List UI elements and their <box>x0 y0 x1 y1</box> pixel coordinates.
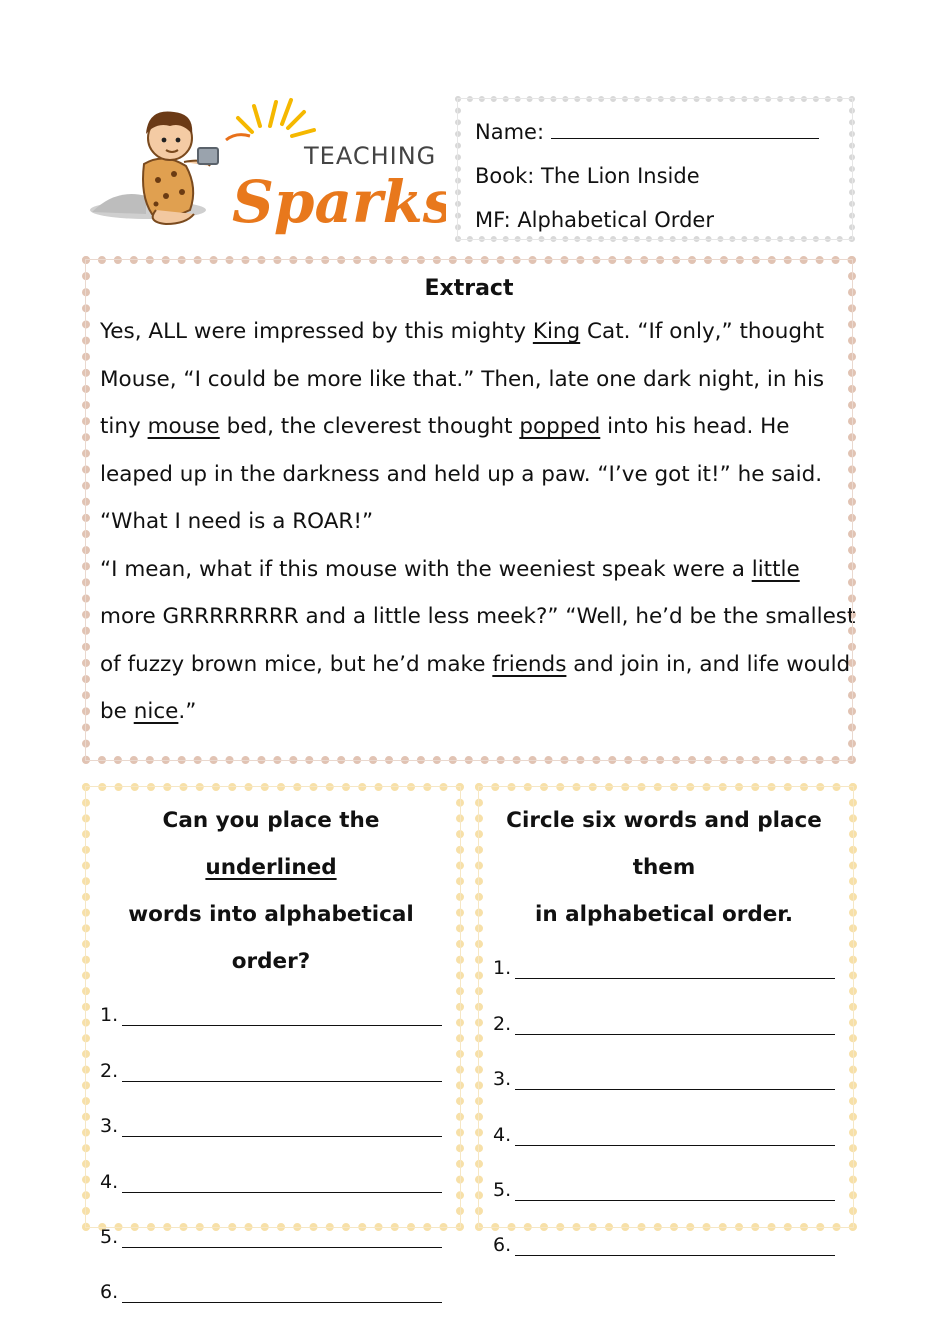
question-title-underlined: underlined <box>205 855 337 880</box>
extract-text-segment: and join in, and life would <box>566 651 851 677</box>
extract-text-segment: more GRRRRRRRR and a little less meek?” “Well, he’d be the smallest <box>100 604 856 629</box>
underlined-word: popped <box>519 414 601 439</box>
question-title-part: in alphabetical order. <box>534 902 794 927</box>
question-title-part: Can you place the <box>162 808 380 833</box>
extract-line <box>100 641 851 689</box>
answer-blank-line[interactable] <box>515 958 835 979</box>
answer-row <box>493 1094 835 1149</box>
name-row <box>475 110 835 154</box>
answer-blank-line[interactable] <box>122 1172 442 1193</box>
answer-number: 5. <box>493 1178 512 1201</box>
question-title-part: Circle six words and place them <box>506 808 822 880</box>
answer-row <box>493 983 835 1038</box>
answer-number: 4. <box>100 1170 119 1193</box>
answer-row <box>100 1030 442 1085</box>
answer-number: 6. <box>493 1234 512 1257</box>
underlined-word: little <box>751 556 800 582</box>
name-blank-line[interactable] <box>551 116 819 139</box>
answer-blank-line[interactable] <box>122 1227 442 1248</box>
answer-number: 4. <box>493 1123 512 1146</box>
answer-blank-line[interactable] <box>515 1125 835 1146</box>
extract-line <box>100 498 838 546</box>
extract-title: Extract <box>424 276 514 301</box>
extract-text-segment: Yes, ALL were impressed by this mighty <box>100 319 533 344</box>
extract-text-segment: .” <box>178 699 197 724</box>
extract-text-segment: bed, the cleverest thought <box>219 414 520 439</box>
answer-blank-line[interactable] <box>515 1180 835 1201</box>
answer-row <box>100 1086 442 1141</box>
answer-number: 6. <box>100 1281 119 1304</box>
name-label: Name: <box>475 120 545 144</box>
extract-box <box>82 256 856 764</box>
extract-text-segment: “I mean, what if this mouse with the weeniest speak were a <box>100 556 752 582</box>
answer-row <box>493 1205 835 1260</box>
answer-blank-line[interactable] <box>122 1005 442 1026</box>
answer-blank-line[interactable] <box>515 1069 835 1090</box>
answer-number: 5. <box>100 1225 119 1248</box>
svg-text:TEACHING: TEACHING <box>304 142 437 170</box>
extract-text-segment: Cat. “If only,” thought <box>580 319 825 344</box>
answer-number: 2. <box>100 1059 119 1082</box>
answer-blank-line[interactable] <box>122 1116 442 1137</box>
svg-text:Sparks: Sparks <box>232 168 446 236</box>
extract-text-segment: leaped up in the darkness and held up a paw. “I’ve got it!” he said. <box>100 461 823 487</box>
answer-row <box>493 1039 835 1094</box>
answer-row <box>100 1252 442 1307</box>
extract-line <box>100 356 838 404</box>
question-circle-title <box>493 797 835 938</box>
answer-row <box>493 1150 835 1205</box>
question-title-part: words into alphabetical order? <box>128 902 414 974</box>
answer-number: 2. <box>493 1012 512 1035</box>
underlined-word: nice <box>133 699 179 724</box>
question-underlined-box <box>82 783 464 1304</box>
extract-line <box>100 593 856 641</box>
extract-text-segment: into his head. He <box>600 414 790 439</box>
extract-text-segment: be <box>100 699 134 724</box>
answer-list-left <box>100 975 442 1307</box>
answer-blank-line[interactable] <box>515 1014 835 1035</box>
answer-number: 3. <box>100 1115 119 1138</box>
answer-blank-line[interactable] <box>122 1282 442 1303</box>
answer-row <box>100 1141 442 1196</box>
question-underlined-title <box>100 797 442 985</box>
extract-line <box>100 451 838 499</box>
underlined-word: friends <box>492 651 567 677</box>
extract-text <box>100 308 856 736</box>
underlined-word: King <box>532 319 581 344</box>
extract-text-segment: “What I need is a ROAR!” <box>100 509 374 534</box>
extract-text-segment: tiny <box>100 414 148 439</box>
extract-line <box>100 403 838 451</box>
question-circle-box <box>475 783 857 1257</box>
teaching-sparks-logo <box>86 92 446 242</box>
answer-list-right <box>493 928 835 1260</box>
extract-text-segment: of fuzzy brown mice, but he’d make <box>100 651 493 677</box>
answer-number: 3. <box>493 1068 512 1091</box>
mf-topic: MF: Alphabetical Order <box>475 208 714 232</box>
caveman-reading-icon <box>86 92 446 242</box>
underlined-word: mouse <box>147 414 220 439</box>
book-title: Book: The Lion Inside <box>475 164 700 188</box>
extract-line <box>100 546 838 594</box>
answer-number: 1. <box>100 1004 119 1027</box>
extract-line <box>100 688 838 736</box>
extract-line <box>100 308 838 356</box>
extract-text-segment: Mouse, “I could be more like that.” Then, late one dark night, in his <box>100 366 825 392</box>
answer-row <box>100 1197 442 1252</box>
answer-blank-line[interactable] <box>122 1061 442 1082</box>
student-info-box <box>455 96 855 242</box>
answer-blank-line[interactable] <box>515 1235 835 1256</box>
answer-number: 1. <box>493 957 512 980</box>
